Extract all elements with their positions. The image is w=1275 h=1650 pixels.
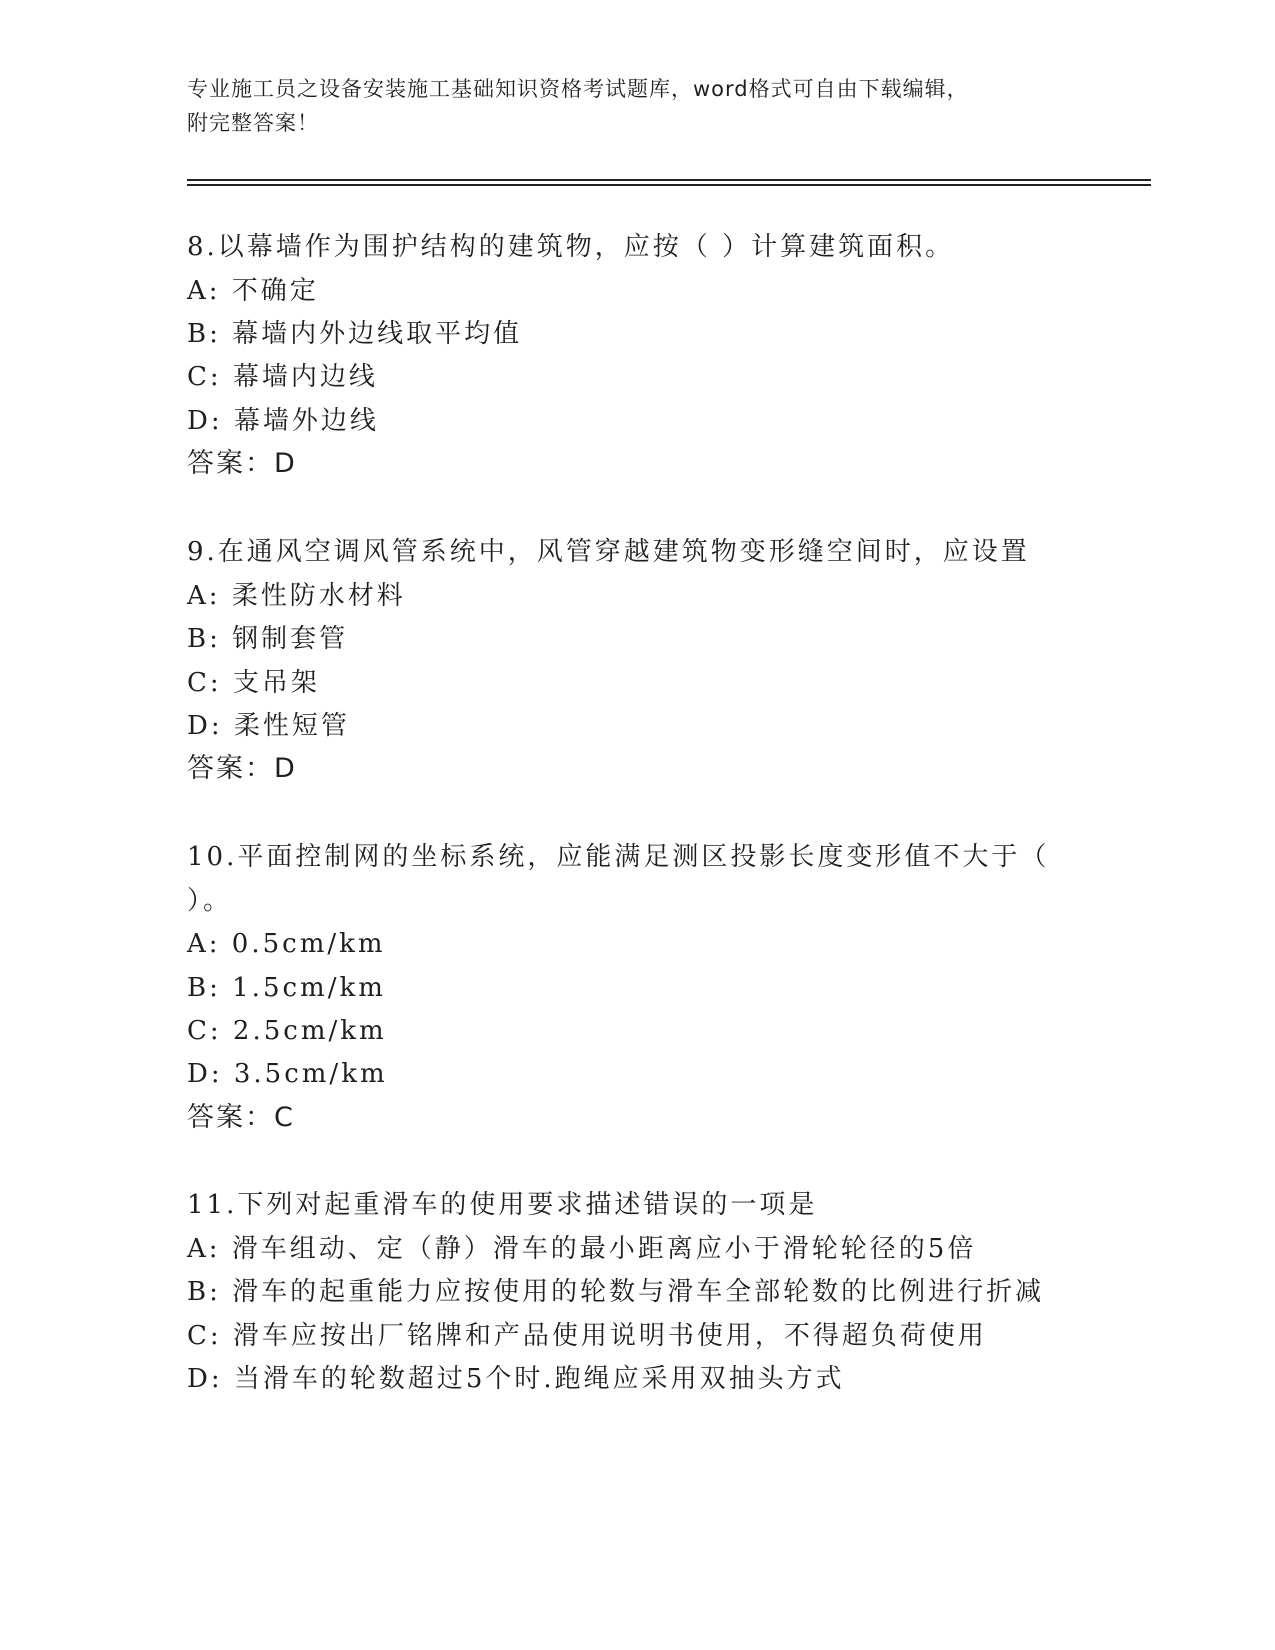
question-8-option-c: C: 幕墙内边线: [187, 362, 378, 392]
question-11-option-d: D: 当滑车的轮数超过5个时.跑绳应采用双抽头方式: [187, 1364, 845, 1394]
question-11-option-a: A: 滑车组动、定（静）滑车的最小距离应小于滑轮轮径的5倍: [187, 1234, 977, 1264]
question-11-option-c: C: 滑车应按出厂铭牌和产品使用说明书使用，不得超负荷使用: [187, 1321, 987, 1351]
question-10-option-a: A: 0.5cm/km: [187, 929, 386, 959]
question-9-answer: 答案：D: [187, 753, 297, 784]
header-line-1: 专业施工员之设备安装施工基础知识资格考试题库，word格式可自由下载编辑，: [187, 77, 969, 101]
document-header: [187, 72, 1087, 140]
question-10-option-b: B: 1.5cm/km: [187, 973, 386, 1003]
question-11-option-b: B: 滑车的起重能力应按使用的轮数与滑车全部轮数的比例进行折减: [187, 1277, 1045, 1307]
question-8-option-a: A: 不确定: [187, 276, 319, 306]
header-line-2: 附完整答案！: [187, 111, 319, 135]
question-11-stem: 11.下列对起重滑车的使用要求描述错误的一项是: [187, 1190, 818, 1220]
question-10-stem: 10.平面控制网的坐标系统，应能满足测区投影长度变形值不大于（: [187, 842, 1050, 872]
question-8-answer: 答案：D: [187, 448, 297, 479]
question-9-option-c: C: 支吊架: [187, 668, 320, 698]
question-10-stem-continued: ）。: [187, 886, 233, 916]
question-8-option-b: B: 幕墙内外边线取平均值: [187, 319, 523, 349]
question-9-option-b: B: 钢制套管: [187, 624, 349, 654]
header-divider-top: [187, 179, 1151, 181]
question-10-option-d: D: 3.5cm/km: [187, 1059, 388, 1089]
question-10-option-c: C: 2.5cm/km: [187, 1016, 387, 1046]
question-9-stem: 9.在通风空调风管系统中，风管穿越建筑物变形缝空间时，应设置: [187, 537, 1030, 567]
question-9-option-d: D: 柔性短管: [187, 711, 350, 741]
question-10-answer: 答案：C: [187, 1102, 295, 1133]
question-9-option-a: A: 柔性防水材料: [187, 581, 406, 611]
question-8-stem: 8.以幕墙作为围护结构的建筑物，应按（ ）计算建筑面积。: [187, 232, 955, 262]
question-8-option-d: D: 幕墙外边线: [187, 406, 379, 436]
header-divider-bottom: [187, 184, 1151, 186]
